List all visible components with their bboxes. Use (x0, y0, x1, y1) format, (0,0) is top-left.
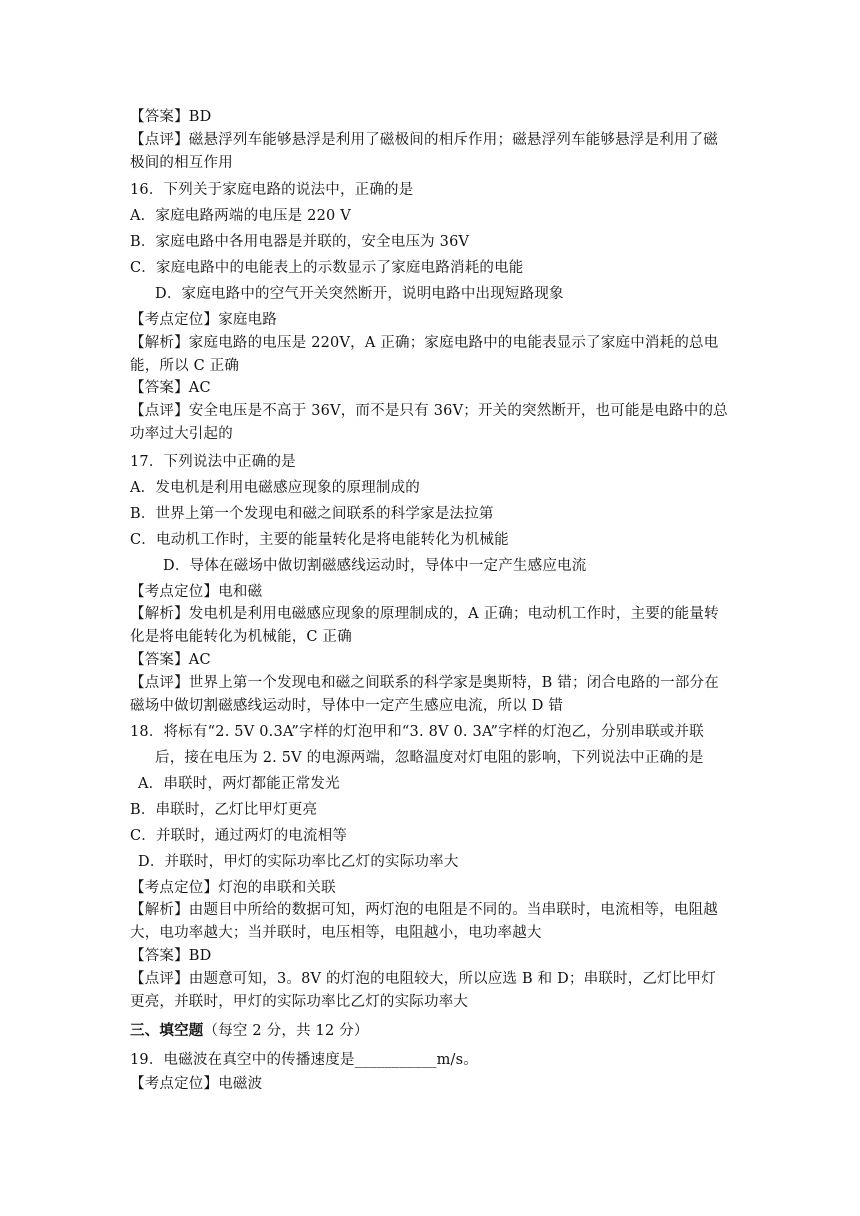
option-b: B．世界上第一个发现电和磁之间联系的科学家是法拉第 (130, 506, 494, 522)
answer-line: 【答案】AC (130, 380, 211, 396)
comment-line: 【点评】由题意可知，3。8V 的灯泡的电阻较大，所以应选 B 和 D；串联时，乙灯比甲灯 (130, 971, 716, 987)
comment-line-cont: 功率过大引起的 (130, 426, 233, 442)
option-b: B．家庭电路中各用电器是并联的，安全电压为 36V (130, 234, 470, 250)
analysis-line-cont: 能，所以 C 正确 (130, 358, 240, 374)
option-d: D．并联时，甲灯的实际功率比乙灯的实际功率大 (138, 854, 459, 870)
analysis-line-cont: 大，电功率越大；当并联时，电压相等，电阻越小，电功率越大 (130, 925, 542, 941)
section-note: （每空 2 分，共 12 分） (203, 1023, 369, 1039)
comment-line: 【点评】安全电压是不高于 36V，而不是只有 36V；开关的突然断开，也可能是电路中的总 (130, 403, 728, 419)
analysis-line: 【解析】家庭电路的电压是 220V，A 正确；家庭电路中的电能表显示了家庭中消耗的总电 (130, 335, 719, 351)
option-a: A．家庭电路两端的电压是 220 V (130, 208, 351, 224)
question-17: 17．下列说法中正确的是 (130, 454, 296, 470)
section-title: 三、填空题 (130, 1022, 204, 1039)
section-heading (130, 1021, 369, 1041)
topic-line: 【考点定位】家庭电路 (130, 312, 277, 328)
topic-line: 【考点定位】电磁波 (130, 1076, 263, 1092)
option-a: A．发电机是利用电磁感应现象的原理制成的 (130, 480, 420, 496)
comment-line-cont: 磁场中做切割磁感线运动时，导体中一定产生感应电流，所以 D 错 (130, 698, 564, 714)
option-d: D．家庭电路中的空气开关突然断开，说明电路中出现短路现象 (155, 286, 564, 302)
analysis-line: 【解析】发电机是利用电磁感应现象的原理制成的，A 正确；电动机工作时，主要的能量转 (130, 606, 719, 622)
comment-line-cont: 极间的相互作用 (130, 155, 233, 171)
analysis-line-cont: 化是将电能转化为机械能，C 正确 (130, 629, 352, 645)
option-a: A．串联时，两灯都能正常发光 (138, 776, 340, 792)
answer-line: 【答案】BD (130, 948, 212, 964)
analysis-line: 【解析】由题目中所给的数据可知，两灯泡的电阻是不同的。当串联时，电流相等，电阻越 (130, 902, 718, 918)
question-16: 16．下列关于家庭电路的说法中，正确的是 (130, 182, 414, 198)
comment-line-cont: 更亮，并联时，甲灯的实际功率比乙灯的实际功率大 (130, 994, 469, 1010)
option-c: C．电动机工作时，主要的能量转化是将电能转化为机械能 (130, 532, 509, 548)
question-18: 18．将标有“2. 5V 0.3A”字样的灯泡甲和“3. 8V 0. 3A”字样的灯泡乙，分别串联或并联 (130, 724, 704, 740)
answer-line: 【答案】AC (130, 652, 211, 668)
answer-line: 【答案】BD (130, 109, 212, 125)
question-19: 19．电磁波在真空中的传播速度是___________m/s。 (130, 1052, 478, 1068)
question-18-cont: 后，接在电压为 2. 5V 的电源两端，忽略温度对灯电阻的影响，下列说法中正确的是 (155, 750, 704, 766)
topic-line: 【考点定位】灯泡的串联和关联 (130, 880, 336, 896)
option-b: B．串联时，乙灯比甲灯更亮 (130, 802, 318, 818)
comment-line: 【点评】世界上第一个发现电和磁之间联系的科学家是奥斯特，B 错；闭合电路的一部分在 (130, 675, 719, 691)
option-c: C．家庭电路中的电能表上的示数显示了家庭电路消耗的电能 (130, 260, 524, 276)
option-c: C．并联时，通过两灯的电流相等 (130, 828, 348, 844)
option-d: D．导体在磁场中做切割磁感线运动时，导体中一定产生感应电流 (163, 558, 587, 574)
comment-line: 【点评】磁悬浮列车能够悬浮是利用了磁极间的相斥作用；磁悬浮列车能够悬浮是利用了磁 (130, 132, 718, 148)
topic-line: 【考点定位】电和磁 (130, 584, 263, 600)
